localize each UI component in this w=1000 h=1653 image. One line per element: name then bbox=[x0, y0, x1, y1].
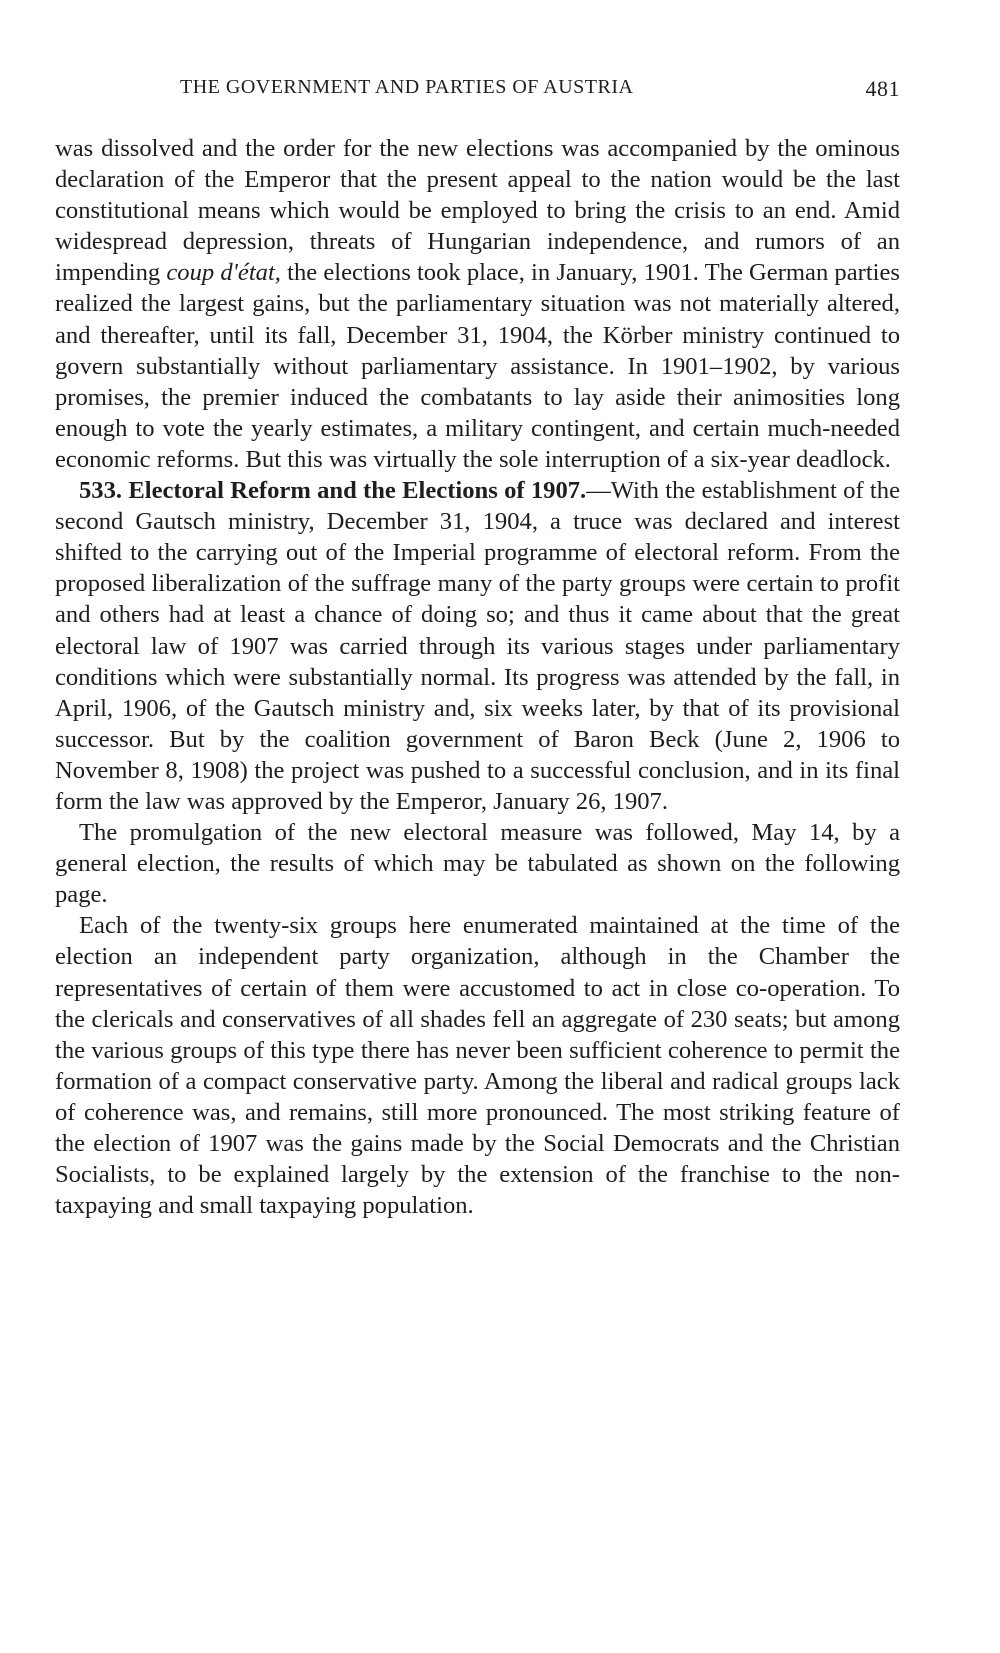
section-paragraph bbox=[55, 475, 900, 817]
paragraph: Each of the twenty-six groups here enumerated maintained at the time of the election an independent party organization, although in the Chamber the representatives of certain of them were accustomed to act in close co-operation. To the clericals and conservatives of all shades fell an aggregate of 230 seats; but among the various groups of this type there has never been sufficient coherence to permit the formation of a compact conservative party. Among the liberal and radical groups lack of coherence was, and remains, still more pronounced. The most striking feature of the election of 1907 was the gains made by the Social Democrats and the Christian Socialists, to be explained largely by the extension of the franchise to the non-taxpaying and small taxpaying population. bbox=[55, 912, 900, 1220]
page-number: 481 bbox=[865, 76, 900, 101]
paragraph-text: —With the establishment of the second Gautsch ministry, December 31, 1904, a truce was declared and interest shifted to the carrying out of the Imperial programme of electoral reform. From the proposed liberalization of the suffrage many of the party groups were certain to profit and others had at least a chance of doing so; and thus it came about that the great electoral law of 1907 was carried through its various stages under parliamentary conditions which were substantially normal. Its progress was attended by the fall, in April, 1906, of the Gautsch ministry and, six weeks later, by that of its provisional successor. But by the coalition government of Baron Beck (June 2, 1906 to November 8, 1908) the project was pushed to a successful conclusion, and in its final form the law was approved by the Emperor, January 26, 1907. bbox=[55, 477, 900, 815]
paragraph-text: the elections took place, in January, 1901. The German parties realized the largest gains, but the parliamentary situation was not materially altered, and thereafter, until its fall, December 31, 1904, the Körber ministry continued to govern substantially without parliamentary assistance. In 1901–1902, by various promises, the premier induced the combatants to lay aside their animosities long enough to vote the yearly estimates, a military contingent, and certain much-needed economic reforms. But this was virtually the sole interruption of a six-year deadlock. bbox=[55, 259, 900, 473]
body-text bbox=[55, 133, 900, 1221]
paragraph: The promulgation of the new electoral measure was followed, May 14, by a general election, the results of which may be tabulated as shown on the following page. bbox=[55, 819, 900, 909]
section-heading: 533. Electoral Reform and the Elections of 1907. bbox=[79, 477, 587, 505]
running-title: THE GOVERNMENT AND PARTIES OF AUSTRIA bbox=[180, 76, 634, 98]
italic-phrase: coup d'état, bbox=[166, 259, 281, 287]
paragraph-text: was dissolved and the order for the new elections was accompanied by the ominous declaration of the Emperor that the present appeal to the nation would be the last constitutional means which would be employed to bring the crisis to an end. Amid widespread depression, threats of Hungarian independence, and rumors of an impending bbox=[55, 135, 900, 287]
paragraph-continued bbox=[55, 133, 900, 475]
running-header bbox=[55, 76, 900, 106]
